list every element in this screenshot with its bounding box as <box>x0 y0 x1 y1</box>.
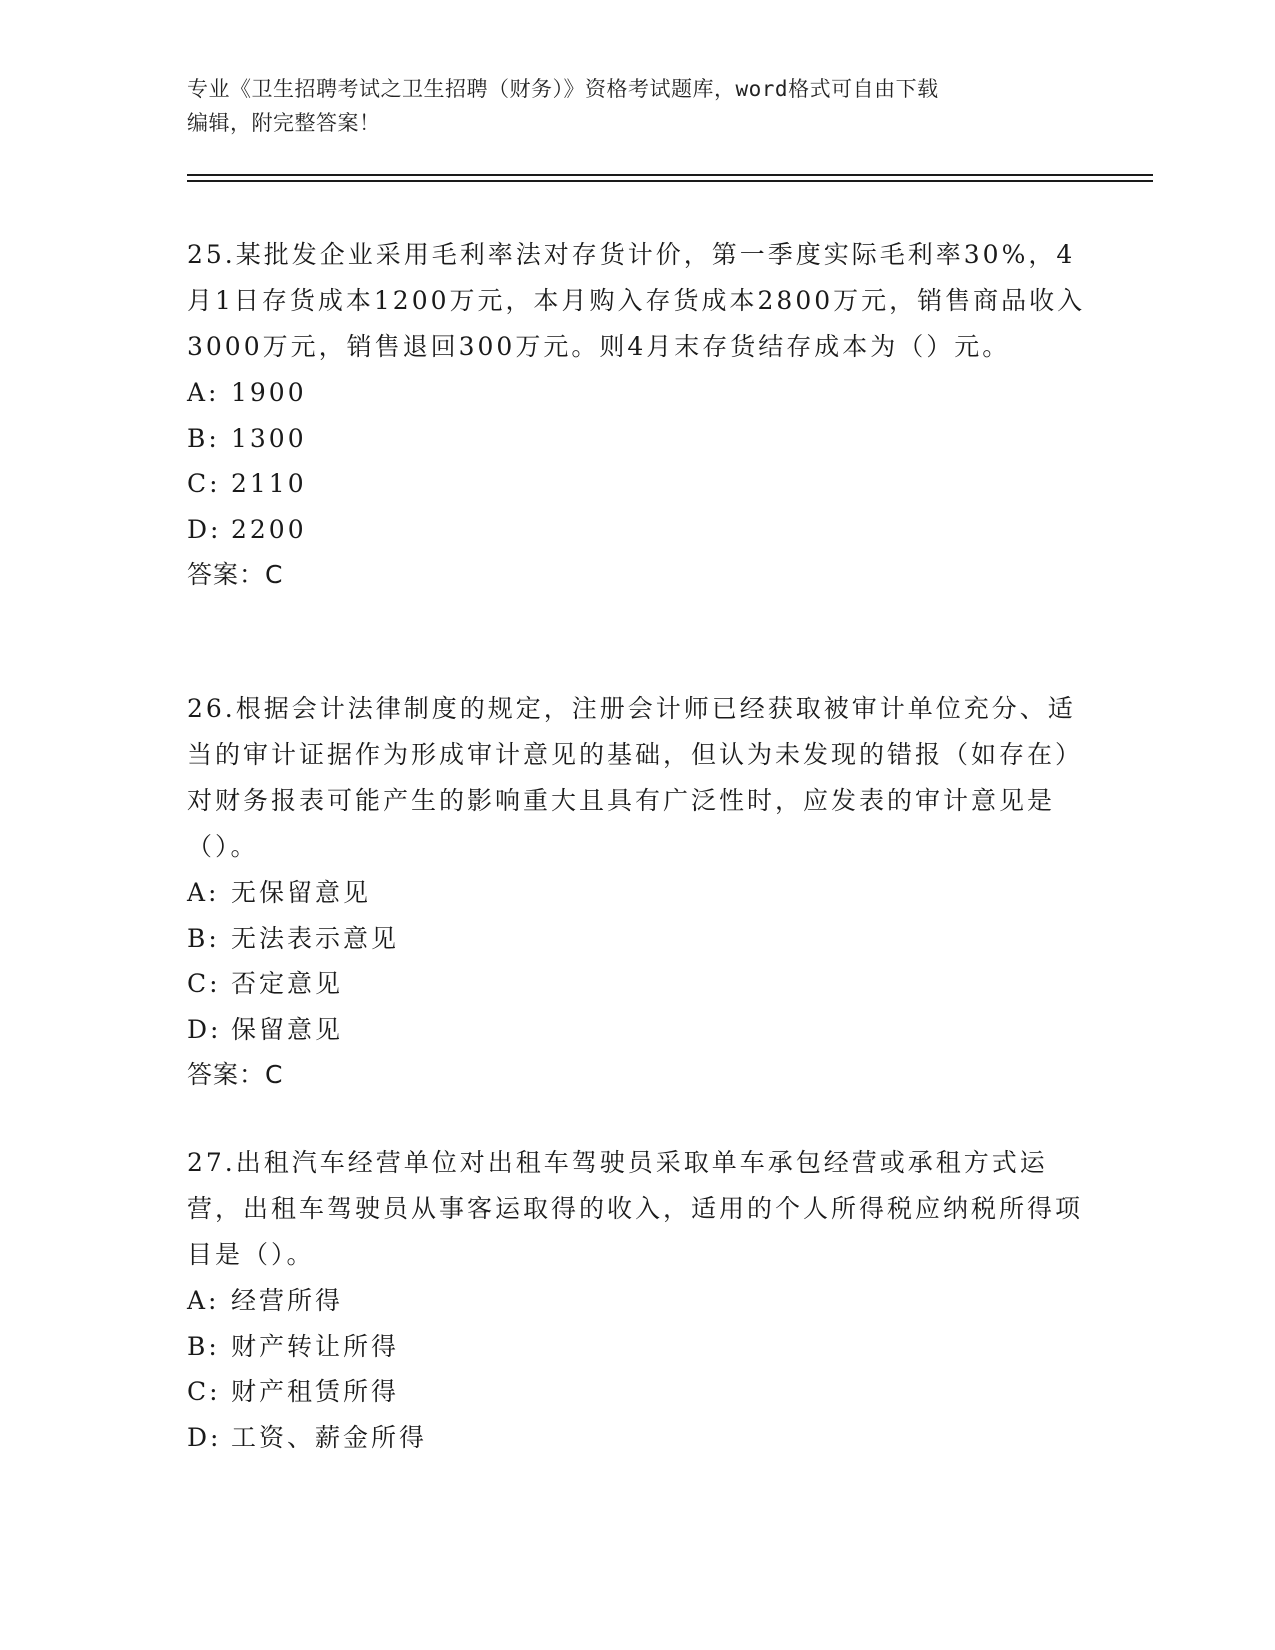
question-27 <box>187 1140 1087 1460</box>
option-c <box>187 1369 1087 1415</box>
option-text: 工资、薪金所得 <box>231 1422 428 1452</box>
answer-line: 答案：C <box>187 1060 284 1089</box>
option-b <box>187 916 1087 962</box>
option-letter: D: <box>187 1014 222 1044</box>
option-text: 否定意见 <box>231 969 344 998</box>
option-a <box>187 370 1087 416</box>
option-text: 1300 <box>231 423 307 453</box>
document-header <box>187 72 1087 140</box>
question-25 <box>187 232 1087 598</box>
option-letter: C: <box>187 1377 221 1406</box>
option-text: 2200 <box>231 514 307 544</box>
option-d <box>187 507 1087 553</box>
option-letter: C: <box>187 969 221 998</box>
option-text: 财产转让所得 <box>231 1331 400 1361</box>
option-text: 财产租赁所得 <box>231 1377 400 1406</box>
option-list <box>187 1278 1087 1460</box>
option-text: 保留意见 <box>231 1014 344 1044</box>
option-text: 经营所得 <box>231 1286 344 1315</box>
question-26 <box>187 686 1087 1098</box>
question-stem: 26.根据会计法律制度的规定，注册会计师已经获取被审计单位充分、适当的审计证据作为形成审计意见的基础，但认为未发现的错报（如存在）对财务报表可能产生的影响重大且具有广泛性时，应发表的审计意见是（）。 <box>187 694 1084 861</box>
header-divider-bottom <box>187 180 1153 182</box>
option-b <box>187 416 1087 462</box>
option-d <box>187 1007 1087 1053</box>
option-letter: B: <box>187 923 220 953</box>
option-letter: B: <box>187 1331 220 1361</box>
option-letter: D: <box>187 1422 222 1452</box>
header-divider-top <box>187 174 1153 176</box>
option-text: 1900 <box>231 378 307 407</box>
option-list <box>187 370 1087 552</box>
header-line-2: 编辑，附完整答案！ <box>187 111 381 135</box>
option-letter: A: <box>187 878 220 907</box>
option-letter: C: <box>187 469 221 498</box>
option-letter: D: <box>187 514 222 544</box>
option-a <box>187 1278 1087 1324</box>
header-line-1: 专业《卫生招聘考试之卫生招聘（财务）》资格考试题库，word格式可自由下载 <box>187 77 939 101</box>
answer-line: 答案：C <box>187 560 284 589</box>
option-c <box>187 961 1087 1007</box>
option-text: 无保留意见 <box>231 878 372 907</box>
question-stem: 25.某批发企业采用毛利率法对存货计价，第一季度实际毛利率30%，4月1日存货成本1200万元，本月购入存货成本2800万元，销售商品收入3000万元，销售退回300万元。则4月末存货结存成本为（）元。 <box>187 240 1086 361</box>
option-list <box>187 870 1087 1052</box>
option-b <box>187 1324 1087 1370</box>
option-letter: B: <box>187 423 220 453</box>
option-c <box>187 461 1087 507</box>
option-letter: A: <box>187 1286 220 1315</box>
option-text: 2110 <box>231 469 307 498</box>
option-d <box>187 1415 1087 1461</box>
option-a <box>187 870 1087 916</box>
question-stem: 27.出租汽车经营单位对出租车驾驶员采取单车承包经营或承租方式运营，出租车驾驶员从事客运取得的收入，适用的个人所得税应纳税所得项目是（）。 <box>187 1148 1084 1269</box>
option-text: 无法表示意见 <box>231 923 400 953</box>
option-letter: A: <box>187 378 220 407</box>
